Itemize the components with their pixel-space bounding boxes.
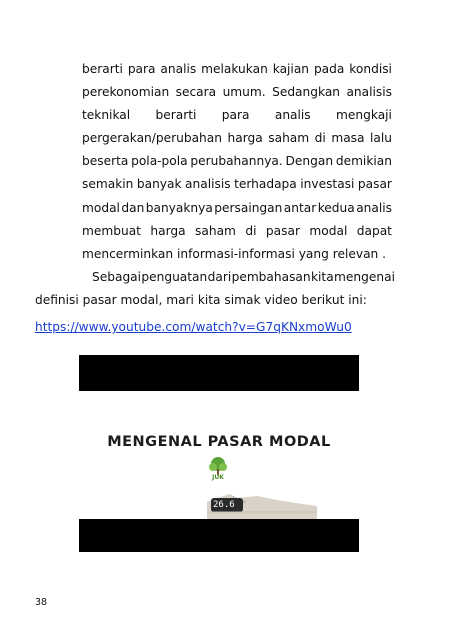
- text-word: modal: [82, 200, 120, 215]
- text-word: banyaknya: [145, 200, 213, 215]
- text-word: umum.: [222, 85, 266, 100]
- text-line: [82, 150, 392, 173]
- text-word: mengenai: [334, 270, 395, 284]
- text-word: pola-pola: [131, 154, 188, 169]
- text-word: pada: [313, 62, 345, 76]
- text-word: pergerakan/perubahan: [82, 131, 222, 146]
- text-word: dapat: [356, 223, 392, 238]
- text-word: persaingan: [214, 200, 283, 215]
- text-word: saham: [195, 223, 236, 238]
- text-line: [82, 220, 392, 243]
- text-word: mencerminkan informasi-informasi yang relevan .: [82, 246, 387, 261]
- text-word: modal: [309, 223, 348, 238]
- video-title: MENGENAL PASAR MODAL: [107, 434, 331, 450]
- text-word: analis: [274, 108, 311, 123]
- text-word: para: [221, 108, 250, 123]
- text-word: analis: [160, 62, 197, 76]
- text-word: analisis: [185, 177, 231, 192]
- tree-logo-icon: [207, 455, 229, 487]
- text-word: definisi pasar modal, mari kita simak video berikut ini:: [35, 293, 367, 308]
- text-word: analis: [356, 200, 392, 215]
- embedded-video[interactable]: [79, 355, 359, 552]
- text-line: [82, 127, 392, 150]
- text-word: perekonomian: [82, 85, 170, 100]
- text-word: banyak: [136, 177, 182, 192]
- text-line: [35, 289, 395, 312]
- text-word: semakin: [82, 177, 134, 192]
- text-word: pembahasan: [231, 270, 311, 284]
- text-line: [35, 266, 395, 289]
- text-word: lalu: [370, 131, 392, 146]
- text-word: mengkaji: [336, 108, 392, 123]
- text-line: [82, 58, 392, 81]
- page-number: 38: [35, 597, 48, 608]
- text-word: kajian: [272, 62, 310, 76]
- video-frame: [79, 391, 359, 519]
- text-word: demikian: [335, 154, 392, 169]
- text-line: [82, 173, 392, 196]
- text-word: Dengan: [285, 154, 334, 169]
- body-paragraph-2: [35, 266, 395, 312]
- text-word: harga: [150, 223, 186, 238]
- text-word: kita: [310, 270, 334, 284]
- text-word: membuat: [82, 223, 141, 238]
- text-line: [82, 197, 392, 220]
- text-word: Sedangkan: [272, 85, 341, 100]
- text-word: di: [314, 131, 326, 146]
- text-line: [82, 243, 392, 266]
- text-word: saham: [268, 131, 310, 146]
- body-paragraph-1: [82, 58, 392, 266]
- youtube-video-link[interactable]: https://www.youtube.com/watch?v=G7qKNxmoWu0: [35, 320, 352, 334]
- text-word: pasar: [265, 223, 300, 238]
- text-word: pasar: [357, 177, 392, 192]
- text-word: teknikal: [82, 108, 131, 123]
- text-word: para: [127, 62, 156, 76]
- text-line: [82, 104, 392, 127]
- text-word: antar: [283, 200, 317, 215]
- text-word: berarti: [155, 108, 197, 123]
- text-word: secara: [175, 85, 217, 100]
- text-word: berarti: [82, 62, 123, 76]
- text-word: melakukan: [201, 62, 268, 76]
- text-word: penguatan: [141, 270, 208, 284]
- text-word: di: [245, 223, 257, 238]
- text-word: analisis: [346, 85, 392, 100]
- text-word: investasi: [300, 177, 355, 192]
- text-word: terhadapa: [234, 177, 297, 192]
- text-word: masa: [331, 131, 365, 146]
- hand-drawn-text: 26.6: [213, 500, 235, 510]
- text-word: kedua: [317, 200, 355, 215]
- text-word: perubahannya.: [190, 154, 283, 169]
- text-word: Sebagai: [92, 270, 142, 284]
- text-word: beserta: [82, 154, 129, 169]
- text-word: harga: [227, 131, 263, 146]
- logo-text: JUK: [212, 474, 224, 481]
- text-line: [82, 81, 392, 104]
- text-word: kondisi: [349, 62, 392, 76]
- text-word: dari: [207, 270, 232, 284]
- text-word: dan: [121, 200, 145, 215]
